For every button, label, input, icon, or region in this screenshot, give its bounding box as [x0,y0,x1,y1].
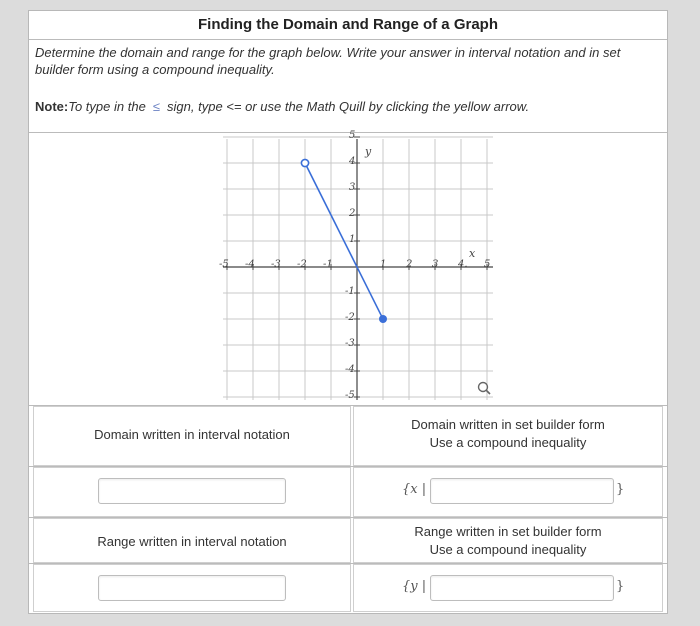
range-set-prefix: {y | [402,579,427,594]
x-tick-label: -5 [219,259,229,270]
note-text-after: sign, type <= or use the Math Quill by clicking the yellow arrow. [167,99,530,114]
domain-interval-label: Domain written in interval notation [94,427,290,442]
range-interval-label-cell [33,518,351,563]
domain-interval-input[interactable] [98,478,286,504]
x-tick-label: -2 [297,259,307,270]
y-tick-label: 4 [349,156,356,167]
domain-set-suffix: } [616,482,625,497]
page-title: Finding the Domain and Range of a Graph [29,11,667,40]
x-tick-label: 4. [458,259,468,270]
y-tick-label: -4 [345,364,355,375]
y-tick-label: 1 [349,234,356,245]
domain-inputs-row [29,467,667,518]
y-tick-label: -2 [345,312,355,323]
instructions-text: Determine the domain and range for the graph below. Write your answer in interval notation and in set builder form using a compound inequality. [35,45,621,77]
x-tick-label: -4 [245,259,255,270]
open-endpoint [301,159,308,166]
domain-interval-label-cell [33,406,351,466]
x-tick-label: 3 [432,259,439,270]
range-inputs-row [29,564,667,612]
note-label: Note: [35,99,69,114]
worksheet [28,10,668,614]
closed-endpoint [379,315,387,323]
domain-set-label-cell [353,406,663,466]
domain-labels-row [29,406,667,467]
range-labels-row [29,518,667,564]
range-set-input-cell [353,564,663,612]
range-interval-input-cell [33,564,351,612]
range-set-label-cell [353,518,663,563]
domain-set-label-line2: Use a compound inequality [429,435,587,450]
domain-set-label-line1: Domain written in set builder form [411,417,605,432]
domain-interval-input-cell [33,467,351,517]
domain-set-input-cell [353,467,663,517]
x-tick-label: -1 [323,259,333,270]
range-set-label-line1: Range written in set builder form [414,524,602,539]
range-interval-input[interactable] [98,575,286,601]
y-tick-label: -1 [345,286,355,297]
range-set-input[interactable] [430,575,614,601]
y-tick-label: -5 [345,390,355,401]
graph-section [29,130,667,406]
zoom-icon[interactable] [479,383,491,395]
note [35,99,529,114]
y-tick-label: 2 [349,208,356,219]
domain-set-prefix: {x | [402,482,427,497]
range-set-label-line2: Use a compound inequality [429,542,587,557]
range-set-suffix: } [616,579,625,594]
x-tick-label: -3 [271,259,281,270]
y-axis-label: y [365,145,372,158]
x-tick-label: 1 [380,259,387,270]
domain-set-input[interactable] [430,478,614,504]
instructions-section [29,40,667,133]
note-text-before: To type in the [68,99,146,114]
y-tick-label: -3 [345,338,355,349]
x-tick-label: 5 [484,259,491,270]
y-tick-label: 5 [349,130,356,141]
coordinate-graph [211,130,501,403]
y-tick-label: 3 [349,182,356,193]
x-axis-label: x [469,247,476,260]
range-interval-label: Range written in interval notation [97,534,287,549]
leq-symbol-icon: ≤ [152,99,160,114]
x-tick-label: 2 [406,259,413,270]
